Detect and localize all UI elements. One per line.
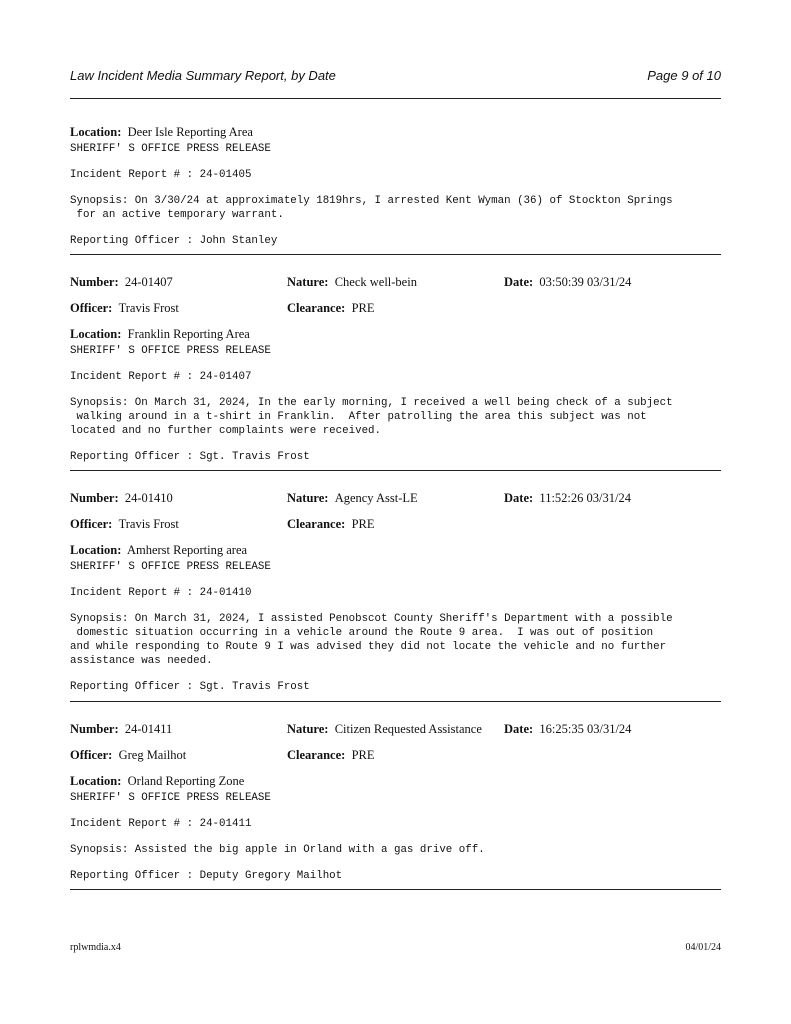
location-line xyxy=(70,125,730,142)
press-release-line: SHERIFF' S OFFICE PRESS RELEASE xyxy=(70,143,271,155)
officer-value: Greg Mailhot xyxy=(118,748,187,762)
report-code: rplwmdia.x4 xyxy=(70,942,121,953)
date-value: 11:52:26 03/31/24 xyxy=(539,491,631,505)
date-label: Date: xyxy=(504,275,534,289)
location-label: Location: xyxy=(70,543,122,557)
synopsis-line: located and no further complaints were received. xyxy=(70,425,382,437)
number-label: Number: xyxy=(70,275,119,289)
location-value: Orland Reporting Zone xyxy=(127,774,245,788)
report-title: Law Incident Media Summary Report, by Date xyxy=(70,68,336,83)
reporting-officer-line: Reporting Officer : Deputy Gregory Mailhot xyxy=(70,870,343,882)
reporting-officer-line: Reporting Officer : Sgt. Travis Frost xyxy=(70,451,310,463)
synopsis-line: Synopsis: Assisted the big apple in Orland with a gas drive off. xyxy=(70,844,485,856)
clearance-value: PRE xyxy=(351,517,375,531)
entry-header-row xyxy=(70,491,730,517)
entry-header-row xyxy=(70,275,730,301)
number-value: 24-01411 xyxy=(124,722,173,736)
nature-value: Citizen Requested Assistance xyxy=(334,722,482,736)
date-value: 03:50:39 03/31/24 xyxy=(539,275,632,289)
entry-header-row xyxy=(70,722,730,748)
incident-report-line: Incident Report # : 24-01407 xyxy=(70,371,252,383)
synopsis-line: walking around in a t-shirt in Franklin. After patrolling the area this subject was not xyxy=(70,411,647,423)
reporting-officer-line: Reporting Officer : John Stanley xyxy=(70,235,278,247)
entry-officer-row xyxy=(70,748,730,774)
entry-officer-row xyxy=(70,517,730,543)
number-label: Number: xyxy=(70,491,119,505)
location-line xyxy=(70,327,730,344)
entry-divider xyxy=(70,701,721,702)
print-date: 04/01/24 xyxy=(685,942,721,953)
synopsis-line: Synopsis: On 3/30/24 at approximately 1819hrs, I arrested Kent Wyman (36) of Stockton Springs xyxy=(70,195,673,207)
page-number: Page 9 of 10 xyxy=(647,68,721,83)
incident-entry-24-01410 xyxy=(70,491,730,694)
location-value: Amherst Reporting area xyxy=(126,543,248,557)
press-release-line: SHERIFF' S OFFICE PRESS RELEASE xyxy=(70,345,271,357)
synopsis-line: Synopsis: On March 31, 2024, In the early morning, I received a well being check of a subject xyxy=(70,397,673,409)
clearance-label: Clearance: xyxy=(287,748,346,762)
nature-value: Agency Asst-LE xyxy=(334,491,418,505)
clearance-value: PRE xyxy=(351,301,375,315)
number-value: 24-01407 xyxy=(124,275,173,289)
number-label: Number: xyxy=(70,722,119,736)
incident-report-line: Incident Report # : 24-01410 xyxy=(70,587,252,599)
incident-entry-24-01405 xyxy=(70,125,730,248)
date-label: Date: xyxy=(504,722,534,736)
date-value: 16:25:35 03/31/24 xyxy=(539,722,632,736)
entry-divider xyxy=(70,470,721,471)
nature-value: Check well-bein xyxy=(334,275,417,289)
clearance-label: Clearance: xyxy=(287,517,346,531)
officer-label: Officer: xyxy=(70,301,113,315)
incident-entry-24-01407 xyxy=(70,275,730,464)
officer-value: Travis Frost xyxy=(118,517,179,531)
location-line xyxy=(70,774,730,791)
incident-entry-24-01411 xyxy=(70,722,730,883)
entry-officer-row xyxy=(70,301,730,327)
nature-label: Nature: xyxy=(287,275,329,289)
clearance-label: Clearance: xyxy=(287,301,346,315)
location-value: Deer Isle Reporting Area xyxy=(127,125,253,139)
press-release-line: SHERIFF' S OFFICE PRESS RELEASE xyxy=(70,792,271,804)
synopsis-line: domestic situation occurring in a vehicle around the Route 9 area. I was out of position xyxy=(70,627,654,639)
location-label: Location: xyxy=(70,125,122,139)
incident-report-line: Incident Report # : 24-01405 xyxy=(70,169,252,181)
officer-value: Travis Frost xyxy=(118,301,179,315)
header-divider xyxy=(70,98,721,99)
reporting-officer-line: Reporting Officer : Sgt. Travis Frost xyxy=(70,681,310,693)
press-release-line: SHERIFF' S OFFICE PRESS RELEASE xyxy=(70,561,271,573)
nature-label: Nature: xyxy=(287,722,329,736)
location-value: Franklin Reporting Area xyxy=(127,327,250,341)
entry-divider xyxy=(70,889,721,890)
officer-label: Officer: xyxy=(70,517,113,531)
location-label: Location: xyxy=(70,327,122,341)
location-label: Location: xyxy=(70,774,122,788)
entry-divider xyxy=(70,254,721,255)
officer-label: Officer: xyxy=(70,748,113,762)
location-line xyxy=(70,543,730,560)
synopsis-line: Synopsis: On March 31, 2024, I assisted Penobscot County Sheriff's Department with a possible xyxy=(70,613,673,625)
date-label: Date: xyxy=(504,491,534,505)
synopsis-line: and while responding to Route 9 I was advised they did not locate the vehicle and no further xyxy=(70,641,667,653)
incident-report-line: Incident Report # : 24-01411 xyxy=(70,818,252,830)
nature-label: Nature: xyxy=(287,491,329,505)
number-value: 24-01410 xyxy=(124,491,173,505)
clearance-value: PRE xyxy=(351,748,375,762)
synopsis-line: assistance was needed. xyxy=(70,655,213,667)
synopsis-line: for an active temporary warrant. xyxy=(70,209,284,221)
